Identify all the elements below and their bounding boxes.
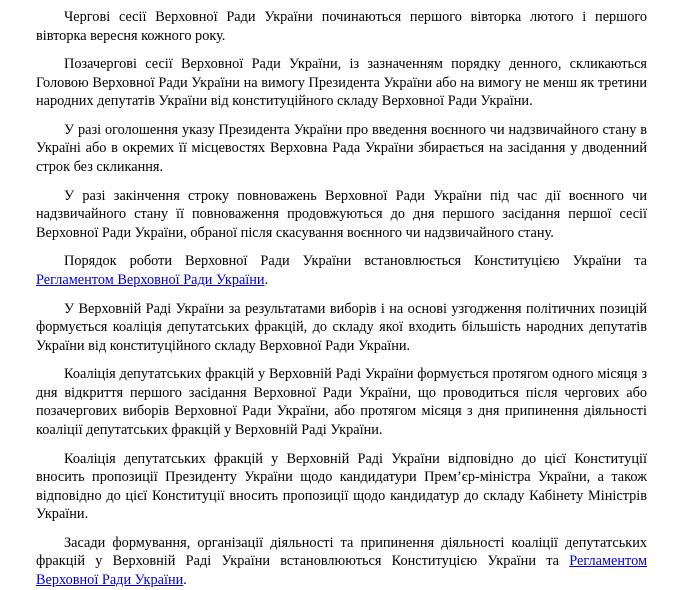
paragraph-1-text: Чергові сесії Верховної Ради України починаються першого вівторка лютого і першого вівторка вересня кожного року. bbox=[36, 9, 647, 44]
paragraph-1 bbox=[36, 8, 647, 45]
paragraph-9 bbox=[36, 534, 647, 590]
regulation-link-1[interactable]: Регламентом Верховної Ради України bbox=[36, 271, 265, 288]
regulation-link-2[interactable]: Регламентом Верховної Ради України bbox=[36, 553, 647, 589]
paragraph-4: У разі закінчення строку повноважень Верховної Ради України під час дії воєнного чи надзвичайного стану її повноваження продовжуються до дня першого засідання першої сесії Верховної Ради України, обраної після скасування воєнного чи надзвичайного стану. bbox=[36, 187, 647, 241]
paragraph-5-text-before-link: Порядок роботи Верховної Ради України встановлюється Конституцією України та bbox=[64, 253, 647, 270]
paragraph-5 bbox=[36, 252, 647, 289]
paragraph-9-text-after-link: . bbox=[183, 572, 187, 589]
paragraph-9-text-before-link: Засади формування, організації діяльності та припинення діяльності коаліції депутатських фракцій у Верховній Раді України встановлюються Конституцією України та bbox=[36, 534, 647, 570]
paragraph-6: У Верховній Раді України за результатами виборів і на основі узгодження політичних позицій формується коаліція депутатських фракцій, до складу якої входить більшість народних депутатів України від конституційного складу Верховної Ради України. bbox=[36, 300, 647, 354]
paragraph-5-text-after-link: . bbox=[264, 271, 269, 288]
paragraph-7: Коаліція депутатських фракцій у Верховній Раді України формується протягом одного місяця з дня відкриття першого засідання Верховної Ради України, що проводиться після чергових або позачергових виборів Верховної Ради України, або протягом місяця з дня припинення діяльності коаліції депутатських фракцій у Верховній Раді України. bbox=[36, 366, 647, 438]
paragraph-2: Позачергові сесії Верховної Ради України, із зазначенням порядку денного, скликаються Головою Верховної Ради України на вимогу Президента України або на вимогу не менш як третини народних депутатів України від конституційного складу Верховної Ради України. bbox=[36, 56, 647, 110]
paragraph-3: У разі оголошення указу Президента України про введення воєнного чи надзвичайного стану в Україні або в окремих її місцевостях Верховна Рада України збирається на засідання у дводенний строк без скликання. bbox=[36, 121, 647, 176]
paragraph-8: Коаліція депутатських фракцій у Верховній Раді України відповідно до цієї Конституції вносить пропозиції Президенту України щодо кандидатури Прем’єр-міністра України, а також відповідно до цієї Конституції вносить пропозиції щодо кандидатур до складу Кабінету Міністрів України. bbox=[36, 450, 647, 523]
